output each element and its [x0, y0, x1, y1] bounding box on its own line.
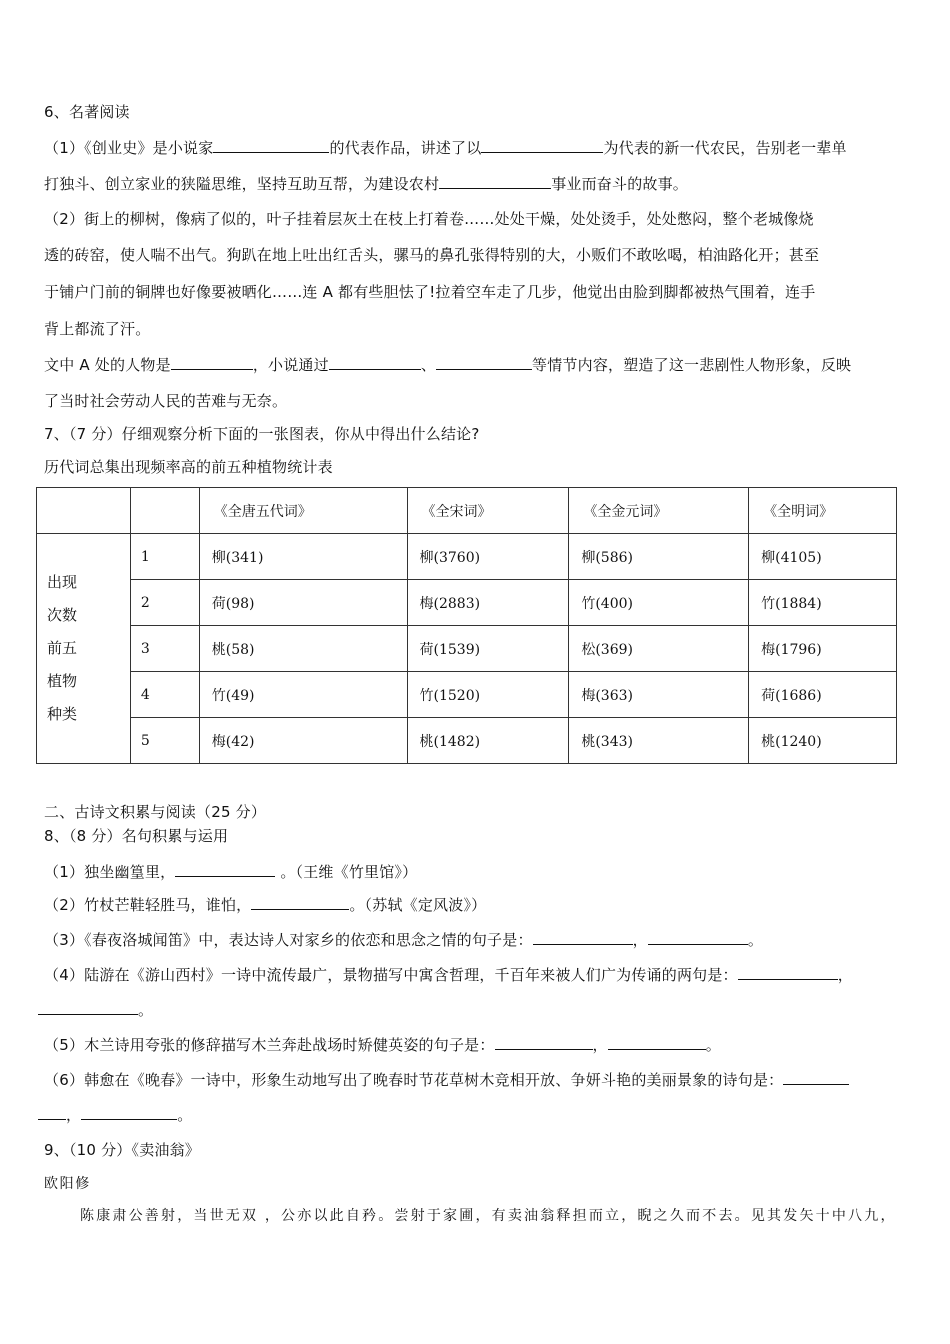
text-segment: （2）竹杖芒鞋轻胜马，谁怕，: [44, 896, 252, 914]
answer-blank[interactable]: [533, 929, 633, 945]
text-segment: 的代表作品，讲述了以: [329, 139, 482, 157]
row-label-part: 前五: [47, 639, 78, 657]
text-segment: （5）木兰诗用夸张的修辞描写木兰奔赴战场时矫健英姿的句子是：: [44, 1036, 495, 1054]
table-cell: 竹(1520): [407, 672, 569, 718]
table-cell: 柳(341): [199, 534, 407, 580]
table-row: [37, 672, 897, 718]
answer-blank[interactable]: [608, 1034, 706, 1050]
q9-title: 9、（10 分）《卖油翁》: [44, 1141, 200, 1159]
answer-blank-character[interactable]: [171, 354, 253, 370]
q8-title: 8、（8 分）名句积累与运用: [44, 827, 229, 845]
table-cell: 松(369): [569, 626, 749, 672]
q8-item1: [44, 861, 417, 882]
table-cell: 桃(58): [199, 626, 407, 672]
q6-passage-line2: 透的砖窑，使人喘不出气。狗趴在地上吐出红舌头，骡马的鼻孔张得特别的大，小贩们不敢吆喝，柏油路化开；甚至: [44, 246, 820, 264]
text-segment: ，: [66, 1106, 82, 1124]
table-header-row: [37, 488, 897, 534]
q9-author: 欧阳修: [44, 1176, 91, 1192]
table-cell: 荷(1539): [407, 626, 569, 672]
text-segment: 打独斗、创立家业的狭隘思维，坚持互助互帮，为建设农村: [44, 175, 440, 193]
plant-frequency-table: [36, 487, 897, 764]
answer-blank[interactable]: [495, 1034, 593, 1050]
answer-blank[interactable]: [783, 1069, 849, 1085]
table-cell: 竹(1884): [749, 580, 897, 626]
answer-blank[interactable]: [81, 1104, 177, 1120]
section2-title: 二、古诗文积累与阅读（25 分）: [44, 803, 267, 821]
text-segment: ，: [837, 966, 853, 984]
q6-item2-question-line2: 了当时社会劳动人民的苦难与无奈。: [44, 392, 288, 410]
table-cell: 桃(1482): [407, 718, 569, 764]
text-segment: 。: [705, 1036, 721, 1054]
q8-item4-line2: [38, 999, 153, 1020]
q6-item2-question-line1: [44, 354, 851, 375]
answer-blank-continued[interactable]: [38, 1104, 66, 1120]
text-segment: ，小说通过: [252, 356, 329, 374]
text-segment: 文中 A 处的人物是: [44, 356, 171, 374]
text-segment: 等情节内容，塑造了这一悲剧性人物形象，反映: [532, 356, 852, 374]
table-cell: 桃(1240): [749, 718, 897, 764]
q6-passage-line4: 背上都流了汗。: [44, 320, 151, 338]
row-label-part: 种类: [47, 705, 78, 723]
answer-blank[interactable]: [251, 894, 349, 910]
q6-item1-line2: [44, 173, 688, 194]
text-segment: ，: [632, 931, 648, 949]
row-label-part: 出现: [47, 573, 78, 591]
answer-blank-plot-2[interactable]: [436, 354, 532, 370]
q8-item6-line2: [38, 1104, 192, 1125]
table-cell: 荷(98): [199, 580, 407, 626]
table-row: [37, 626, 897, 672]
answer-blank[interactable]: [38, 999, 138, 1015]
rank-cell: 5: [130, 718, 199, 764]
text-segment: 。（苏轼《定风波》）: [349, 896, 487, 914]
text-segment: 为代表的新一代农民，告别老一辈单: [603, 139, 847, 157]
table-header-cell: 《全宋词》: [407, 488, 569, 534]
table-cell: 柳(4105): [749, 534, 897, 580]
answer-blank-author[interactable]: [213, 137, 329, 153]
text-segment: （3）《春夜洛城闻笛》中，表达诗人对家乡的依恋和思念之情的句子是：: [44, 931, 533, 949]
table-header-cell: 《全金元词》: [569, 488, 749, 534]
table-header-cell: 《全明词》: [749, 488, 897, 534]
q6-title: 6、名著阅读: [44, 103, 130, 121]
table-row: [37, 718, 897, 764]
text-segment: 。（王维《竹里馆》）: [275, 863, 418, 881]
text-segment: ，: [592, 1036, 608, 1054]
table-cell: 柳(586): [569, 534, 749, 580]
rank-cell: 3: [130, 626, 199, 672]
q6-passage-line1: （2）街上的柳树，像病了似的，叶子挂着层灰土在枝上打着卷……处处干燥，处处烫手，处处憋闷，整个老城像烧: [44, 210, 814, 228]
table-cell: 梅(42): [199, 718, 407, 764]
q8-item2: [44, 894, 486, 915]
q9-passage: 陈康肃公善射，当世无双 ，公亦以此自矜。尝射于家圃，有卖油翁释担而立，睨之久而不去。见其发矢十中八九，: [80, 1208, 897, 1224]
table-cell: 梅(1796): [749, 626, 897, 672]
answer-blank[interactable]: [175, 861, 275, 877]
q8-item3: [44, 929, 763, 950]
q6-item1-line1: [44, 137, 847, 158]
answer-blank-rural[interactable]: [439, 173, 551, 189]
rank-cell: 1: [130, 534, 199, 580]
text-segment: 、: [420, 356, 437, 374]
answer-blank-plot-1[interactable]: [329, 354, 421, 370]
table-row: [37, 534, 897, 580]
text-segment: （1）独坐幽篁里，: [44, 863, 176, 881]
q8-item4-line1: [44, 964, 853, 985]
text-segment: （6）韩愈在《晚春》一诗中，形象生动地写出了晚春时节花草树木竞相开放、争妍斗艳的美丽景象的诗句是：: [44, 1071, 784, 1089]
q8-item6-line1: [44, 1069, 849, 1090]
text-segment: 。: [747, 931, 764, 949]
row-label-part: 植物: [47, 672, 78, 690]
table-cell: 桃(343): [569, 718, 749, 764]
answer-blank[interactable]: [738, 964, 838, 980]
text-segment: 。: [138, 1001, 154, 1019]
table-header-cell: 《全唐五代词》: [199, 488, 407, 534]
q8-item5: [44, 1034, 721, 1055]
rank-cell: 4: [130, 672, 199, 718]
text-segment: 。: [177, 1106, 193, 1124]
rank-cell: 2: [130, 580, 199, 626]
table-cell: 梅(2883): [407, 580, 569, 626]
table-cell: 柳(3760): [407, 534, 569, 580]
table-cell: 竹(49): [199, 672, 407, 718]
row-group-label: [37, 534, 131, 764]
row-label-part: 次数: [47, 606, 78, 624]
answer-blank-representative[interactable]: [481, 137, 603, 153]
text-segment: （4）陆游在《游山西村》一诗中流传最广，景物描写中寓含哲理，千百年来被人们广为传诵的两句是：: [44, 966, 738, 984]
text-segment: （1）《创业史》是小说家: [44, 139, 214, 157]
table-caption: 历代词总集出现频率高的前五种植物统计表: [44, 458, 333, 476]
q6-passage-line3: 于铺户门前的铜牌也好像要被晒化……连 A 都有些胆怯了!拉着空车走了几步，他觉出由脸到脚都被热气围着，连手: [44, 283, 816, 301]
table-row: [37, 580, 897, 626]
table-cell: 竹(400): [569, 580, 749, 626]
text-segment: 事业而奋斗的故事。: [551, 175, 689, 193]
answer-blank[interactable]: [648, 929, 748, 945]
table-header-cell: [130, 488, 199, 534]
table-header-cell: [37, 488, 131, 534]
table-cell: 荷(1686): [749, 672, 897, 718]
table-cell: 梅(363): [569, 672, 749, 718]
q7-title: 7、（7 分）仔细观察分析下面的一张图表，你从中得出什么结论?: [44, 425, 480, 443]
